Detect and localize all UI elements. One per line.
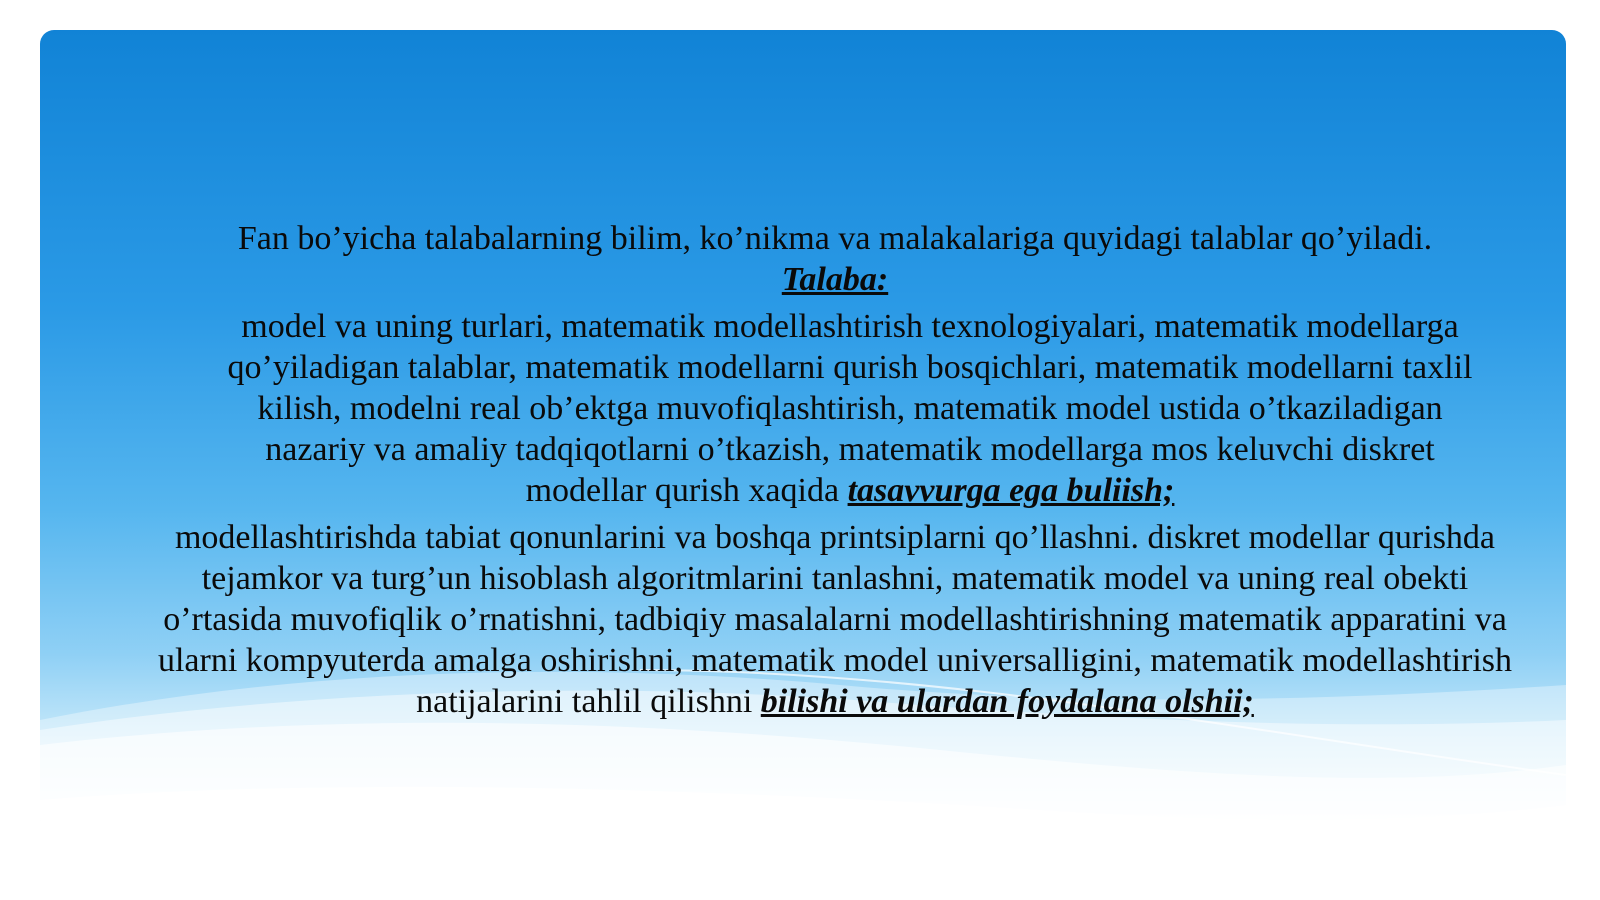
slide-body bbox=[150, 218, 1520, 728]
paragraph-2 bbox=[150, 517, 1520, 722]
paragraph-2-text: modellashtirishda tabiat qonunlarini va boshqa printsiplarni qo’llashni. diskret modellar qurishda tejamkor va turg’un hisoblash algoritmlarini tanlashni, matematik model va uning real obekti o’rtasida muvofiqlik o’rnatishni, tadbiqiy masalalarni modellashtirishning matematik apparatini va ularni kompyuterda amalga oshirishni, matematik model universalligini, matematik modellashtirish natijalarini tahlil qilishni bbox=[157, 519, 1513, 720]
subheading-talaba: Talaba: bbox=[781, 261, 889, 298]
slide-background bbox=[40, 30, 1566, 830]
paragraph-1 bbox=[150, 306, 1520, 511]
paragraph-1-emphasis: tasavvurga ega buliish; bbox=[847, 472, 1175, 509]
paragraph-1-text: model va uning turlari, matematik modellashtirish texnologiyalari, matematik modellarga qo’yiladigan talablar, matematik modellarni qurish bosqichlari, matematik modellarni taxlil kilish, modelni real ob’ektga muvofiqlashtirish, matematik model ustida o’tkaziladigan nazariy va amaliy tadqiqotlarni o’tkazish, matematik modellarga mos keluvchi diskret modellar qurish xaqida bbox=[227, 308, 1473, 509]
paragraph-2-emphasis: bilishi va ulardan foydalana olshii; bbox=[760, 683, 1254, 720]
intro-text: Fan bo’yicha talabalarning bilim, ko’nikma va malakalariga quyidagi talablar qo’yiladi. bbox=[237, 220, 1433, 257]
